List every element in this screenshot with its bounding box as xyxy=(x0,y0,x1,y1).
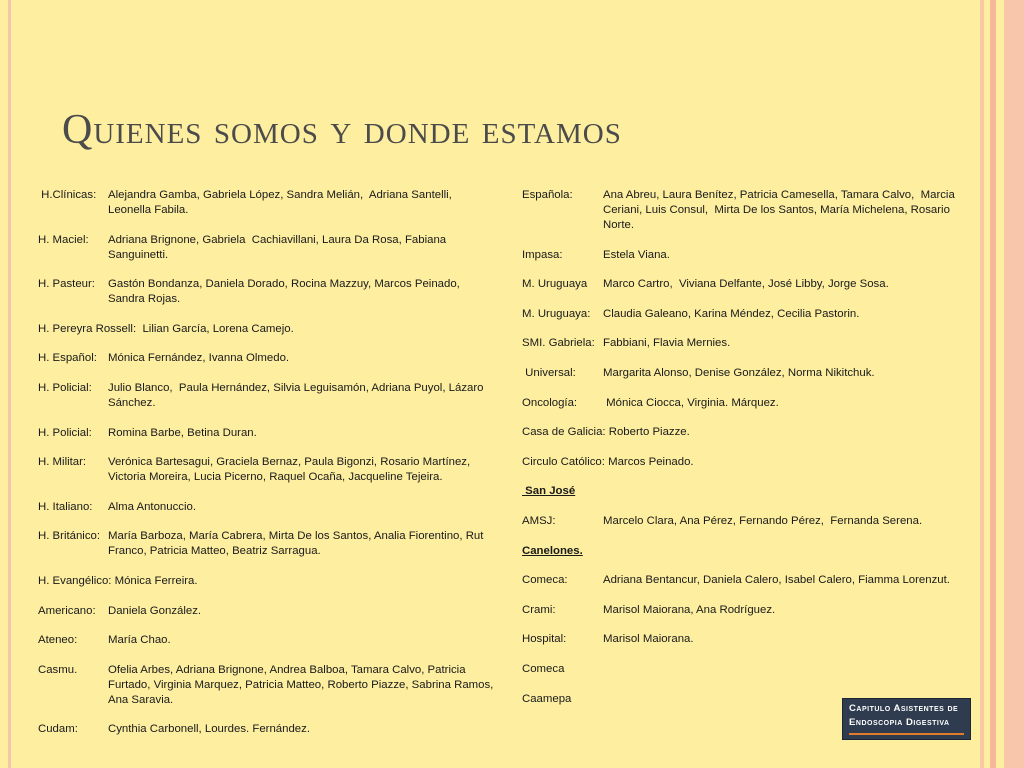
institution-label: Comeca: xyxy=(522,574,568,587)
member-names: Marcelo Clara, Ana Pérez, Fernando Pérez, Fernanda Serena. xyxy=(603,514,923,527)
institution-label: M. Uruguaya: xyxy=(522,307,591,320)
member-names: Marisol Maiorana, Ana Rodríguez. xyxy=(603,603,776,616)
institution-label: H. Evangélico: xyxy=(38,574,115,587)
institution-label: H. Británico: xyxy=(38,530,101,543)
institution-label: H. Policial: xyxy=(38,426,92,439)
institution-entry xyxy=(38,604,498,619)
chapter-logo xyxy=(842,698,971,740)
logo-line-1: Capitulo Asistentes de xyxy=(849,703,959,714)
institution-entry xyxy=(38,455,498,485)
institution-entry xyxy=(522,188,972,233)
member-names: María Barboza, María Cabrera, Mirta De los Santos, Analia Fiorentino, Rut Franco, Patricia Matteo, Beatriz Sarragua. xyxy=(108,530,487,558)
member-names: Lilian García, Lorena Camejo. xyxy=(142,322,294,335)
member-names: Ana Abreu, Laura Benítez, Patricia Camesella, Tamara Calvo, Marcia Ceriani, Luis Consul, Mirta De los Santos, María Michelena, Rosario Norte. xyxy=(603,189,958,231)
institution-entry xyxy=(38,277,498,307)
right-column xyxy=(522,188,972,721)
institution-entry xyxy=(38,633,498,648)
member-names: Alma Antonuccio. xyxy=(108,500,197,513)
institution-label: Impasa: xyxy=(522,248,563,261)
member-names: Mónica Fernández, Ivanna Olmedo. xyxy=(108,352,290,365)
institution-label: Comeca xyxy=(522,662,565,675)
institution-entry xyxy=(38,322,498,337)
institution-entry xyxy=(522,425,972,440)
member-names: Mónica Ciocca, Virginia. Márquez. xyxy=(603,396,779,409)
institution-label: M. Uruguaya xyxy=(522,278,588,291)
member-names: Cynthia Carbonell, Lourdes. Fernández. xyxy=(108,723,310,736)
institution-label: H. Pasteur: xyxy=(38,278,95,291)
institution-entry xyxy=(38,722,498,737)
institution-label: H.Clínicas: xyxy=(38,189,97,201)
institution-label: Cudam: xyxy=(38,723,78,736)
institution-label: Española: xyxy=(522,189,573,201)
member-names: Estela Viana. xyxy=(603,248,670,261)
member-names: María Chao. xyxy=(108,634,171,647)
institution-entry xyxy=(522,307,972,322)
institution-label: H. Italiano: xyxy=(38,500,93,513)
institution-label: Casmu. xyxy=(38,663,78,676)
institution-entry xyxy=(522,366,972,381)
institution-label: Americano: xyxy=(38,604,96,617)
institution-label: H. Militar: xyxy=(38,456,87,469)
member-names: Margarita Alonso, Denise González, Norma Nikitchuk. xyxy=(603,366,875,379)
institution-entry xyxy=(522,573,972,588)
institution-entry xyxy=(522,248,972,263)
institution-label: Hospital: xyxy=(522,633,567,646)
institution-label: Circulo Católico: xyxy=(522,455,609,468)
logo-accent-bar xyxy=(849,733,964,735)
member-names: Verónica Bartesagui, Graciela Bernaz, Paula Bigonzi, Rosario Martínez, Victoria Moreira, Lucia Picerno, Raquel Ocaña, Jacqueline Tejeira. xyxy=(108,456,474,484)
institution-entry xyxy=(522,336,972,351)
institution-entry xyxy=(522,632,972,647)
member-names: Mónica Ferreira. xyxy=(114,574,198,587)
member-names: Julio Blanco, Paula Hernández, Silvia Leguisamón, Adriana Puyol, Lázaro Sánchez. xyxy=(108,381,487,409)
member-names xyxy=(603,662,972,677)
logo-line-2: Endoscopia Digestiva xyxy=(849,717,950,728)
slide-title: Quienes somos y donde estamos xyxy=(62,107,622,153)
right-decorative-stripe xyxy=(980,0,984,768)
section-heading: San José xyxy=(522,485,576,498)
member-names: Roberto Piazze. xyxy=(608,426,690,439)
member-names: Daniela González. xyxy=(108,604,202,617)
institution-label: Universal: xyxy=(522,366,576,379)
institution-entry xyxy=(522,396,972,411)
institution-label: H. Policial: xyxy=(38,381,92,394)
member-names: Adriana Brignone, Gabriela Cachiavillani, Laura Da Rosa, Fabiana Sanguinetti. xyxy=(108,233,450,261)
left-decorative-stripe xyxy=(8,0,11,768)
member-names: Fabbiani, Flavia Mernies. xyxy=(603,337,731,350)
member-names: Alejandra Gamba, Gabriela López, Sandra Melián, Adriana Santelli, Leonella Fabila. xyxy=(108,189,455,216)
member-names: Ofelia Arbes, Adriana Brignone, Andrea Balboa, Tamara Calvo, Patricia Furtado, Virginia Marquez, Patricia Matteo, Roberto Piazze, Sabrina Ramos, Ana Saravia. xyxy=(108,663,496,706)
institution-label: Casa de Galicia: xyxy=(522,426,609,439)
right-decorative-stripe xyxy=(1004,0,1024,768)
institution-entry xyxy=(38,381,498,411)
institution-label: H. Pereyra Rossell: xyxy=(38,322,143,335)
institution-label: H. Español: xyxy=(38,352,97,365)
member-names: Romina Barbe, Betina Duran. xyxy=(108,426,257,439)
member-names: Marco Cartro, Viviana Delfante, José Libby, Jorge Sosa. xyxy=(603,278,889,291)
right-decorative-stripe xyxy=(990,0,996,768)
institution-label: Caamepa xyxy=(522,692,572,705)
institution-entry xyxy=(38,574,498,589)
member-names: Marisol Maiorana. xyxy=(603,633,694,646)
institution-entry xyxy=(38,351,498,366)
member-names: Claudia Galeano, Karina Méndez, Cecilia Pastorin. xyxy=(603,307,860,320)
institution-entry xyxy=(38,188,498,218)
member-names: Gastón Bondanza, Daniela Dorado, Rocina Mazzuy, Marcos Peinado, Sandra Rojas. xyxy=(108,278,463,306)
institution-entry xyxy=(522,514,972,529)
institution-label: Crami: xyxy=(522,603,556,616)
left-column xyxy=(38,188,498,752)
institution-entry xyxy=(38,663,498,708)
institution-label: AMSJ: xyxy=(522,514,556,527)
institution-entry xyxy=(38,500,498,515)
member-names: Adriana Bentancur, Daniela Calero, Isabel Calero, Fiamma Lorenzut. xyxy=(603,574,950,587)
institution-entry xyxy=(522,603,972,618)
section-heading: Canelones. xyxy=(522,544,583,557)
institution-entry xyxy=(522,277,972,292)
institution-entry xyxy=(522,662,972,677)
institution-entry xyxy=(38,529,498,559)
institution-label: Ateneo: xyxy=(38,634,78,647)
institution-label: H. Maciel: xyxy=(38,233,89,246)
institution-entry xyxy=(38,233,498,263)
institution-entry xyxy=(522,455,972,470)
institution-label: SMI. Gabriela: xyxy=(522,337,595,350)
member-names: Marcos Peinado. xyxy=(608,455,694,468)
institution-entry xyxy=(38,426,498,441)
institution-label: Oncología: xyxy=(522,396,578,409)
